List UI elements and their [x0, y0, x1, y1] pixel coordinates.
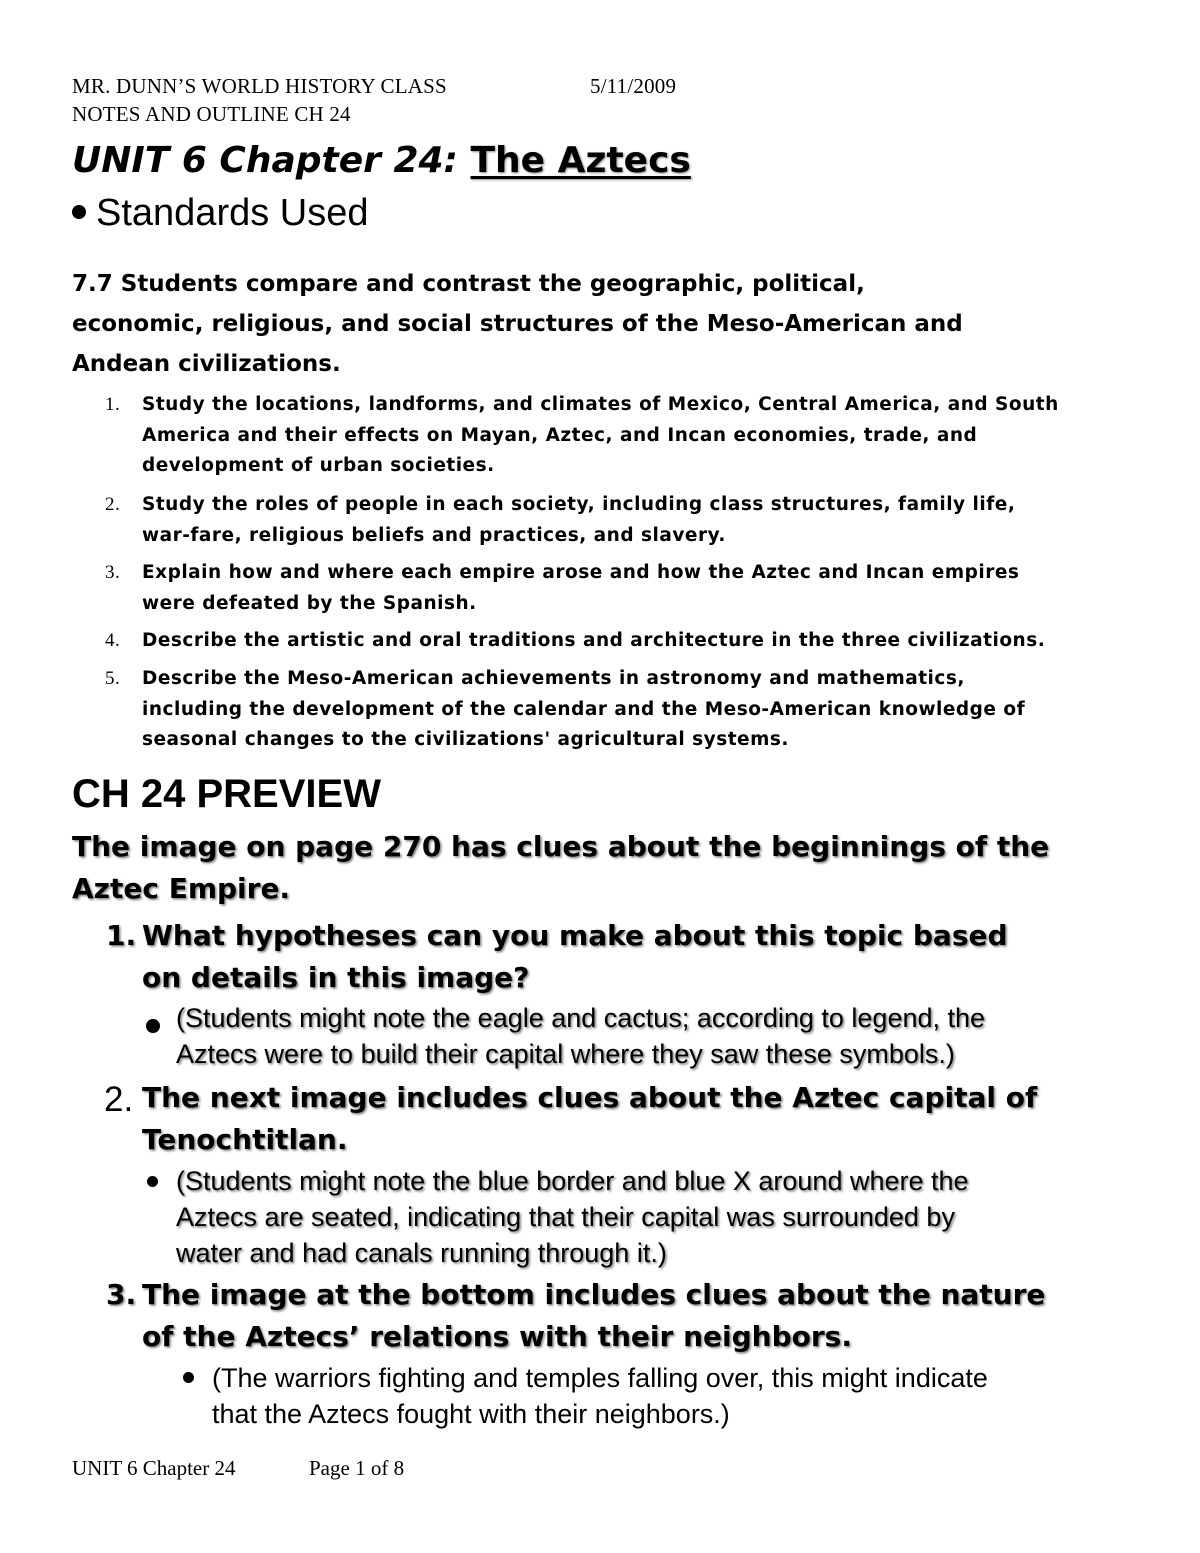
standard-intro-line: 7.7 Students compare and contrast the geographic, political,: [72, 271, 865, 297]
question-line: Tenochtitlan.: [142, 1123, 348, 1156]
preview-intro-line: The image on page 270 has clues about the beginnings of the: [72, 830, 1050, 863]
bullet-icon: [147, 1176, 158, 1187]
standard-intro: [72, 264, 963, 384]
page-title: [72, 140, 691, 181]
list-item-number: 3.: [105, 562, 121, 583]
standards-heading-text: Standards Used: [96, 192, 369, 234]
bullet-icon: [146, 1019, 160, 1033]
question-2: [142, 1077, 1037, 1161]
question-line: on details in this image?: [142, 961, 530, 994]
list-item-line: Describe the Meso-American achievements in astronomy and mathematics,: [142, 668, 965, 689]
list-item-line: Study the roles of people in each society, including class structures, family life,: [142, 494, 1016, 515]
footer-page-number: Page 1 of 8: [309, 1456, 405, 1480]
list-item-line: Describe the artistic and oral traditions and architecture in the three civilizations.: [142, 630, 1046, 651]
standards-heading: [72, 192, 369, 235]
answer-line: (Students might note the eagle and cactus; according to legend, the: [176, 1003, 986, 1033]
answer-line: Aztecs were to build their capital where they saw these symbols.): [176, 1039, 955, 1069]
list-item-number: 1.: [105, 394, 121, 415]
list-item-line: Study the locations, landforms, and climates of Mexico, Central America, and South: [142, 394, 1059, 415]
list-item-line: development of urban societies.: [142, 455, 495, 476]
list-item-number: 5.: [105, 668, 121, 689]
question-number: 1.: [106, 919, 137, 952]
list-item-line: including the development of the calendar and the Meso-American knowledge of: [142, 698, 1026, 720]
title-prefix: UNIT 6 Chapter 24:: [72, 140, 458, 181]
list-item-line: war-fare, religious beliefs and practices, and slavery.: [142, 524, 726, 546]
question-line: The next image includes clues about the Aztec capital of: [142, 1081, 1038, 1114]
answer-line: Aztecs are seated, indicating that their capital was surrounded by: [176, 1202, 955, 1232]
question-3: [142, 1274, 1045, 1358]
answer-line: that the Aztecs fought with their neighbors.): [212, 1399, 730, 1429]
list-item-line: Explain how and where each empire arose and how the Aztec and Incan empires: [142, 562, 1020, 583]
answer-3: [212, 1360, 988, 1432]
preview-intro: [72, 826, 1049, 910]
question-number: 3.: [106, 1278, 137, 1311]
header-class-name: MR. DUNN’S WORLD HISTORY CLASS: [72, 74, 447, 98]
question-line: of the Aztecs’ relations with their neighbors.: [142, 1320, 852, 1353]
list-item-number: 4.: [105, 630, 121, 651]
answer-2: [176, 1163, 969, 1271]
question-line: What hypotheses can you make about this topic based: [142, 919, 1008, 952]
list-item-number: 2.: [105, 494, 121, 515]
question-1: [142, 915, 1008, 999]
standard-intro-line: economic, religious, and social structures of the Meso-American and: [72, 311, 963, 337]
question-number: 2.: [104, 1080, 134, 1119]
question-line: The image at the bottom includes clues about the nature: [142, 1278, 1046, 1311]
answer-1: [176, 1000, 985, 1072]
standard-intro-line: Andean civilizations.: [72, 351, 341, 377]
preview-heading: CH 24 PREVIEW: [72, 772, 381, 816]
list-item-line: were defeated by the Spanish.: [142, 592, 477, 614]
footer-unit: UNIT 6 Chapter 24: [72, 1456, 236, 1480]
answer-line: (The warriors fighting and temples falling over, this might indicate: [212, 1363, 988, 1393]
list-item-line: seasonal changes to the civilizations' agricultural systems.: [142, 729, 789, 750]
title-emphasis: The Aztecs: [470, 140, 691, 181]
answer-line: (Students might note the blue border and blue X around where the: [176, 1166, 969, 1196]
bullet-icon: [183, 1372, 194, 1383]
bullet-icon: [72, 205, 86, 219]
header-date: 5/11/2009: [590, 74, 677, 98]
preview-intro-line: Aztec Empire.: [72, 872, 291, 905]
header-subtitle: NOTES AND OUTLINE CH 24: [72, 102, 351, 126]
list-item-line: America and their effects on Mayan, Aztec, and Incan economies, trade, and: [142, 424, 978, 446]
answer-line: water and had canals running through it.): [176, 1238, 667, 1268]
